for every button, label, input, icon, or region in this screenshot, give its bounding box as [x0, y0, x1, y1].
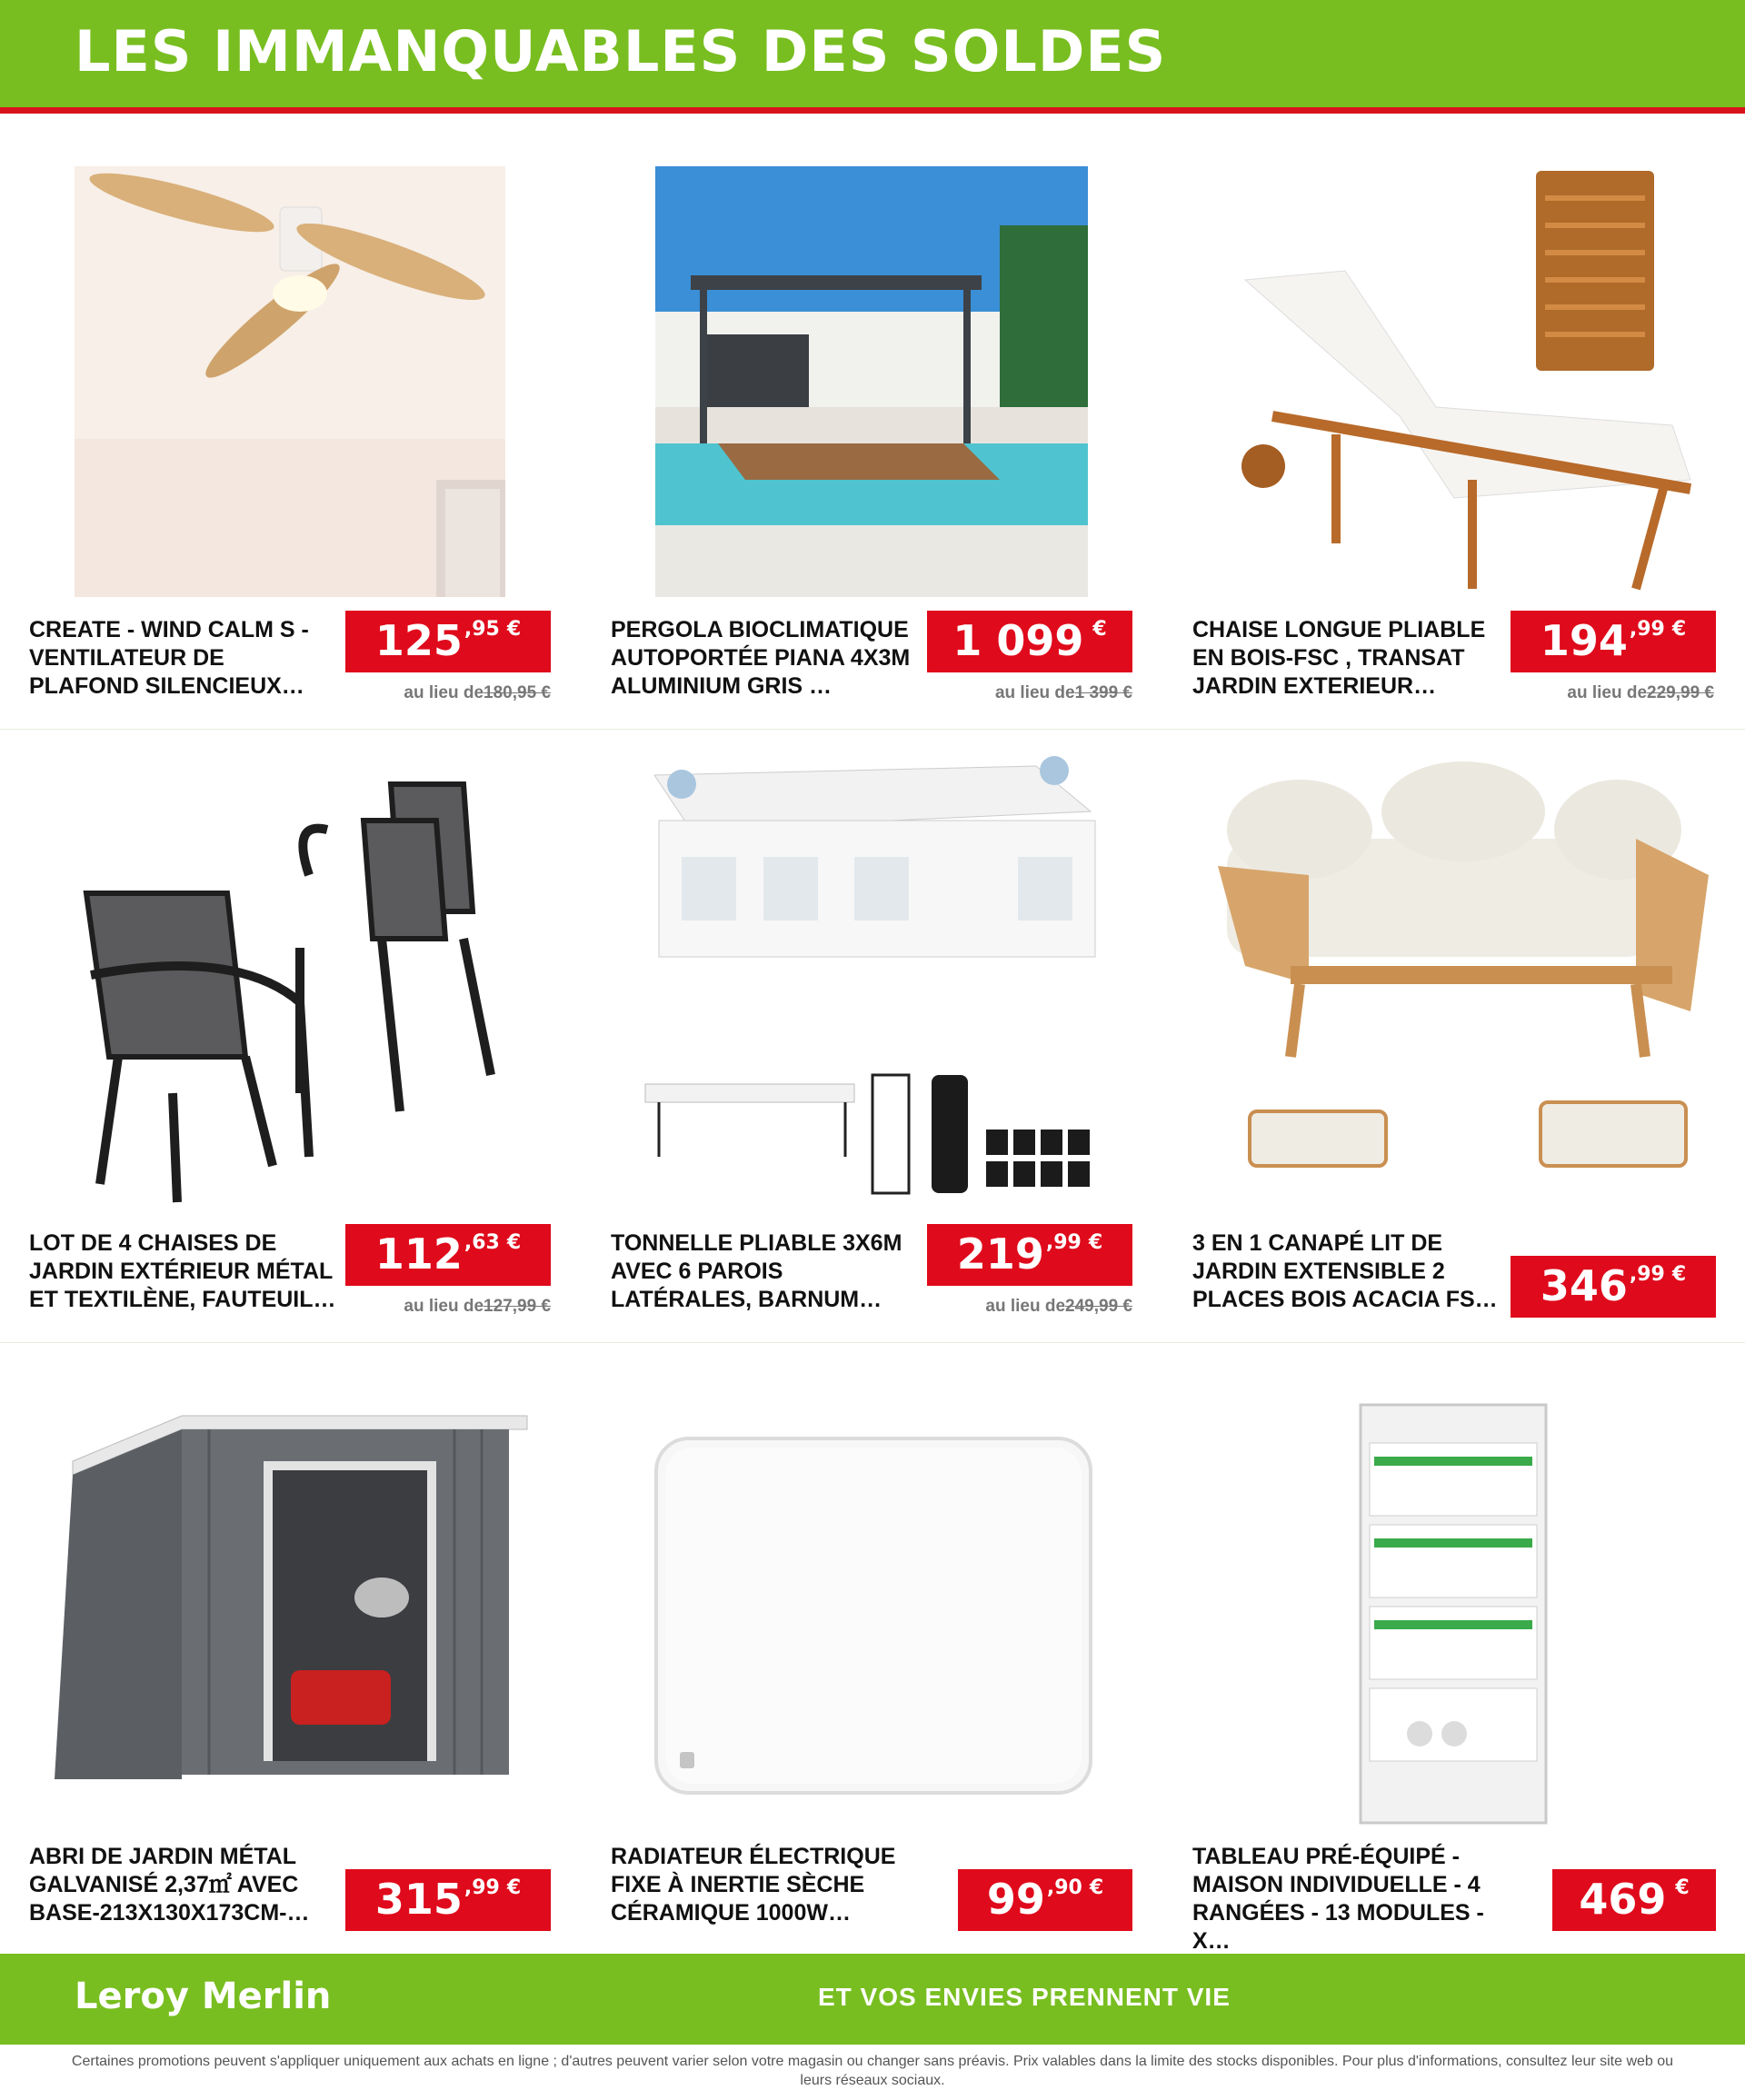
price-decimal: ,63	[464, 1231, 500, 1254]
footer-banner	[0, 1954, 1745, 2045]
price-decimal: ,99	[464, 1876, 500, 1899]
product-card[interactable]	[1163, 1343, 1745, 1956]
disclaimer-text: Certaines promotions peuvent s'appliquer uniquement aux achats en ligne ; d'autres peuvent varier selon votre magasin ou changer sans préavis. Prix valables dans la limite des stocks disponibles. Pour plus d'informations, consultez leur site web ou leurs réseaux sociaux.	[71, 2054, 1674, 2088]
product-name[interactable]: LOT DE 4 CHAISES DE JARDIN EXTÉRIEUR MÉTAL ET TEXTILÈNE, FAUTEUIL…	[29, 1230, 336, 1312]
price-currency: €	[1671, 618, 1687, 641]
product-card[interactable]	[0, 730, 582, 1342]
product-name[interactable]: CHAISE LONGUE PLIABLE EN BOIS-FSC , TRANSAT JARDIN EXTERIEUR…	[1192, 617, 1486, 699]
tent-image	[582, 730, 1163, 1220]
price-integer: 346	[1540, 1261, 1628, 1310]
pergola-pool-image	[582, 116, 1163, 607]
price-integer: 469	[1579, 1875, 1667, 1924]
product-card[interactable]	[582, 1343, 1163, 1956]
product-card[interactable]	[1163, 730, 1745, 1342]
old-price: au lieu de1 399 €	[994, 683, 1132, 702]
price-tag	[345, 1224, 551, 1286]
product-name[interactable]: TONNELLE PLIABLE 3X6M AVEC 6 PAROIS LATÉRALES, BARNUM…	[611, 1230, 902, 1312]
page-title: LES IMMANQUABLES DES SOLDES	[75, 18, 1167, 85]
garden-shed-image	[0, 1343, 582, 1834]
product-name[interactable]: ABRI DE JARDIN MÉTAL GALVANISÉ 2,37㎡ AVEC BASE-213X130X173CM-…	[29, 1844, 310, 1926]
price-tag	[958, 1869, 1132, 1931]
price-decimal: ,90	[1046, 1876, 1082, 1899]
old-price: au lieu de127,99 €	[404, 1297, 551, 1316]
product-card[interactable]	[0, 116, 582, 729]
price-integer: 219	[956, 1229, 1044, 1279]
price-currency: €	[506, 618, 522, 641]
product-name[interactable]: RADIATEUR ÉLECTRIQUE FIXE À INERTIE SÈCHE CÉRAMIQUE 1000W…	[611, 1844, 896, 1926]
price-decimal: ,95	[464, 618, 500, 641]
price-integer: 112	[374, 1229, 463, 1279]
header-divider	[0, 107, 1745, 114]
product-card[interactable]	[0, 1343, 582, 1956]
product-name[interactable]: TABLEAU PRÉ-ÉQUIPÉ - MAISON INDIVIDUELLE - 4 RANGÉES - 13 MODULES - X…	[1192, 1844, 1484, 1954]
price-currency: €	[1092, 618, 1107, 641]
garden-chairs-image	[0, 730, 582, 1220]
price-currency: €	[506, 1231, 522, 1254]
header-banner	[0, 0, 1745, 107]
brand-slogan: ET VOS ENVIES PRENNENT VIE	[818, 1983, 1231, 2011]
price-integer: 99	[986, 1875, 1045, 1924]
electrical-panel-image	[1163, 1343, 1745, 1834]
product-name[interactable]: 3 EN 1 CANAPÉ LIT DE JARDIN EXTENSIBLE 2 PLACES BOIS ACACIA FS…	[1192, 1230, 1498, 1312]
product-card[interactable]	[1163, 116, 1745, 729]
sun-lounger-image	[1163, 116, 1745, 607]
price-tag	[927, 1224, 1132, 1286]
product-name[interactable]: PERGOLA BIOCLIMATIQUE AUTOPORTÉE PIANA 4X3M ALUMINIUM GRIS …	[611, 617, 911, 699]
price-integer: 315	[374, 1875, 463, 1924]
price-integer: 194	[1540, 616, 1628, 665]
price-integer: 1 099	[952, 616, 1084, 665]
price-tag	[927, 611, 1132, 672]
price-tag	[1511, 1256, 1716, 1318]
price-decimal: ,99	[1629, 618, 1665, 641]
price-currency: €	[1671, 1263, 1687, 1286]
price-tag	[345, 1869, 551, 1931]
ceiling-fan-image	[0, 116, 582, 607]
price-currency: €	[1675, 1876, 1690, 1899]
product-card[interactable]	[582, 730, 1163, 1342]
price-tag	[345, 611, 551, 672]
price-decimal: ,99	[1045, 1231, 1082, 1254]
price-tag	[1552, 1869, 1716, 1931]
price-currency: €	[1088, 1231, 1103, 1254]
brand-logo[interactable]: Leroy Merlin	[75, 1976, 332, 2017]
price-decimal: ,99	[1629, 1263, 1665, 1286]
old-price: au lieu de180,95 €	[404, 683, 551, 702]
garden-sofa-image	[1163, 730, 1745, 1220]
old-price: au lieu de249,99 €	[985, 1297, 1132, 1316]
old-price: au lieu de229,99 €	[1567, 683, 1714, 702]
price-tag	[1511, 611, 1716, 672]
price-currency: €	[506, 1876, 522, 1899]
radiator-image	[582, 1343, 1163, 1834]
product-name[interactable]: CREATE - WIND CALM S - VENTILATEUR DE PLAFOND SILENCIEUX…	[29, 617, 309, 699]
price-currency: €	[1089, 1876, 1104, 1899]
product-card[interactable]	[582, 116, 1163, 729]
price-integer: 125	[374, 616, 463, 665]
